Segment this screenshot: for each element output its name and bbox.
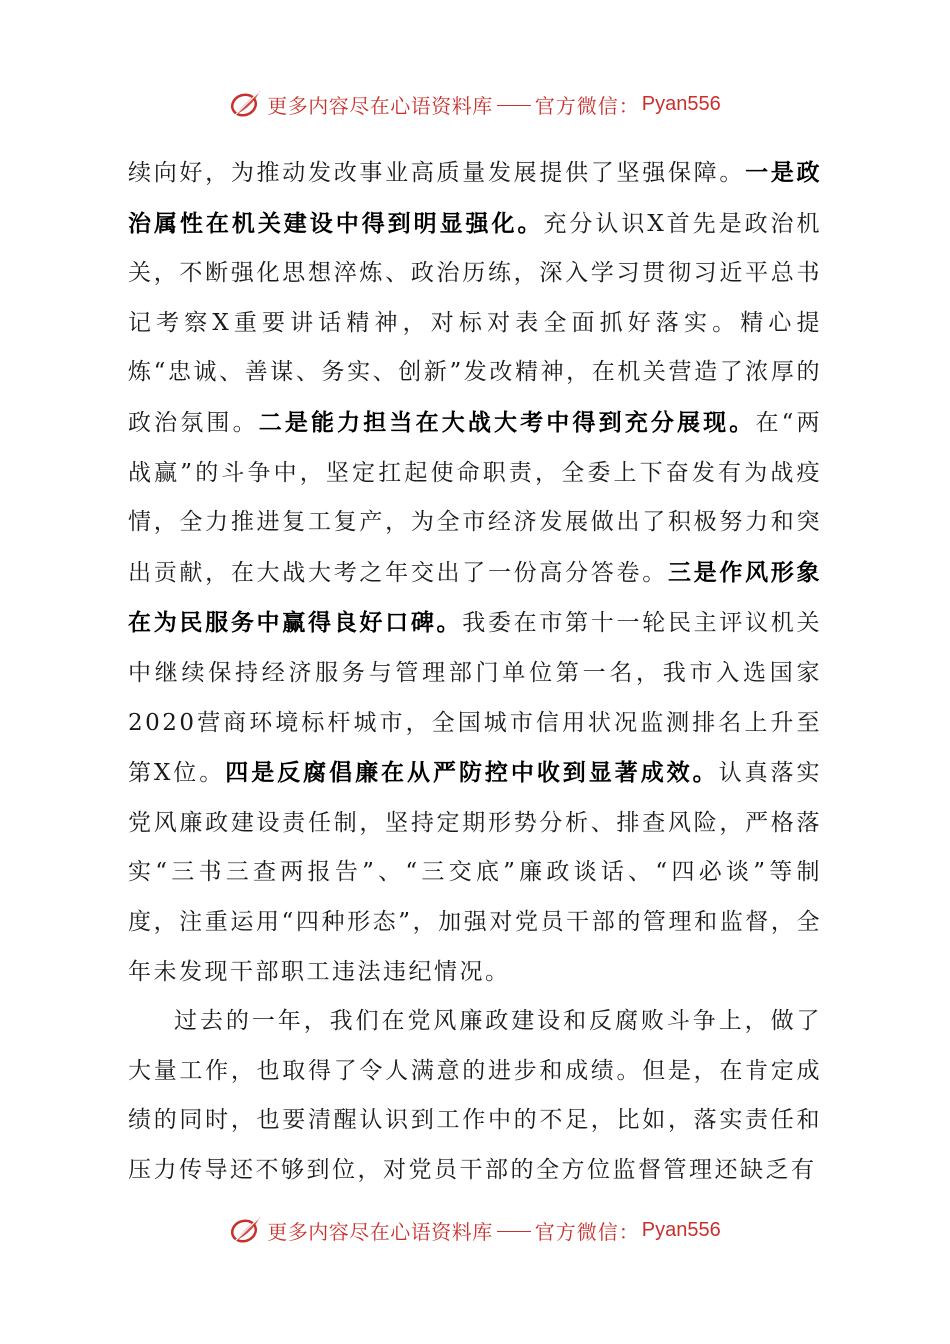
footer-banner [0,1210,950,1250]
document-body [128,148,822,1195]
header-banner [0,84,950,124]
paragraph [128,997,822,1195]
paragraph [128,148,822,997]
paragraph-text: 我委在市第十一轮民主评议机关中继续保持经济服务与管理部门单位第一名，我市入选国家2020营商环境标杆城市，全国城市信用状况监测排名上升至第X位。 [128,610,823,787]
paragraph-text: 续向好，为推动发改事业高质量发展提供了坚强保障。 [128,160,746,186]
paragraph-text: 认真落实党风廉政建设责任制，坚持定期形势分析、排查风险，严格落实“三书三查两报告”、“三交底”廉政谈话、“四必谈”等制度，注重运用“四种形态”，加强对党员干部的管理和监督，全年未发现干部职工违法违纪情况。 [128,760,823,985]
feather-logo-icon [229,1213,263,1247]
banner-account-label: 官方微信： [534,1219,640,1244]
paragraph-text: 过去的一年，我们在党风廉政建设和反腐败斗争上，做了大量工作，也取得了令人满意的进步和成绩。但是，在肯定成绩的同时，也要清醒认识到工作中的不足，比如，落实责任和压力传导还不够到位，对党员干部的全方位监督管理还缺乏有 [128,1008,822,1183]
banner-title: 更多内容尽在心语资料库 [267,93,493,118]
banner-dash [497,105,531,106]
banner-account-label: 官方微信： [534,93,640,118]
paragraph-text: 在“两战赢”的斗争中，坚定扛起使命职责，全委上下奋发有为战疫情，全力推进复工复产，为全市经济发展做出了积极努力和突出贡献，在大战大考之年交出了一份高分答卷。 [128,409,822,586]
bold-heading: 三是作风形象在为民服务中赢得良好口碑。 [128,558,823,637]
bold-heading: 一是政治属性在机关建设中得到明显强化。 [128,159,823,237]
bold-heading: 四是反腐倡廉在从严防控中收到显著成效。 [225,759,719,787]
paragraph-text: 充分认识X首先是政治机关，不断强化思想淬炼、政治历练，深入学习贯彻习近平总书记考察X重要讲话精神，对标对表全面抓好落实。精心提炼“忠诚、善谋、务实、创新”发改精神，在机关营造了浓厚的政治氛围。 [128,210,823,436]
banner-dash [497,1231,531,1232]
banner-account-id: Pyan556 [641,1218,721,1241]
bold-heading: 二是能力担当在大战大考中得到充分展现。 [258,408,756,436]
banner-title: 更多内容尽在心语资料库 [267,1219,493,1244]
banner-account-id: Pyan556 [641,92,721,115]
feather-logo-icon [229,87,263,121]
